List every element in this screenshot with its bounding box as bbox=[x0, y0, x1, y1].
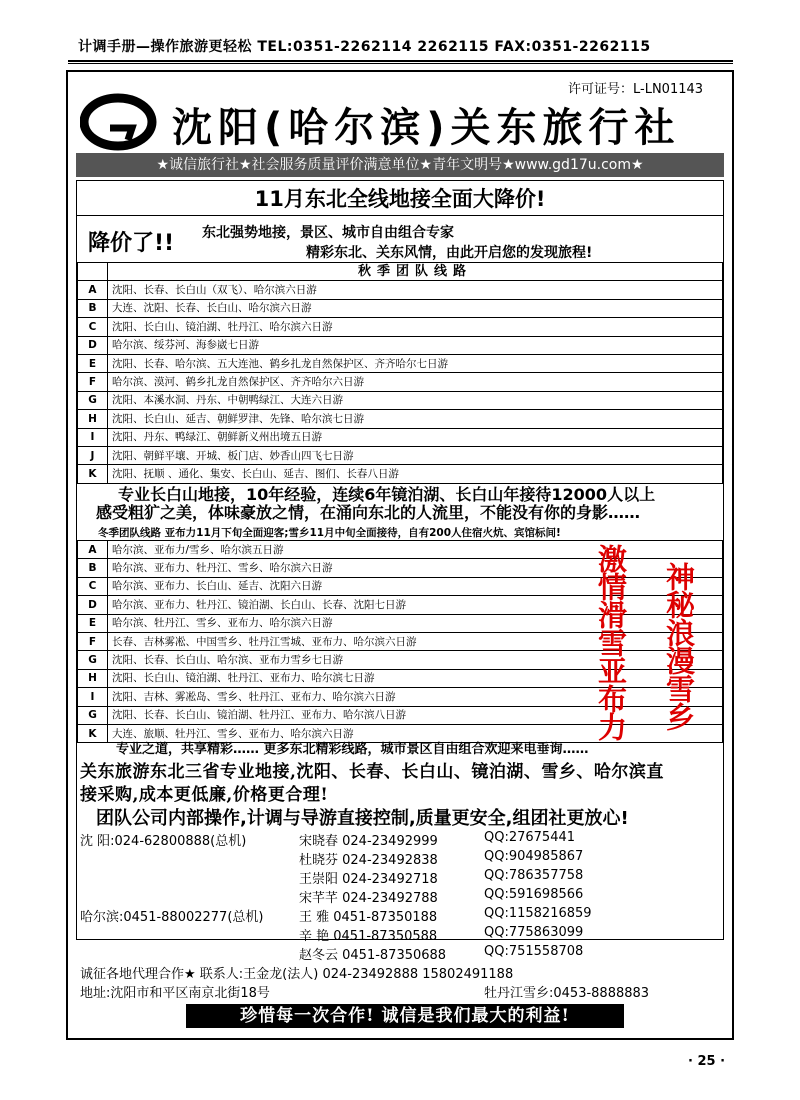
vertical-slogan-ski: 激情滑雪亚布力 bbox=[594, 544, 628, 740]
header-rule bbox=[68, 60, 733, 64]
experience-line-2: 感受粗犷之美，体味豪放之情，在涌向东北的人流里，不能没有你的身影…… bbox=[96, 503, 641, 522]
promo-line-1: 东北强势地接，景区、城市自由组合专家 bbox=[202, 225, 454, 241]
route-name: 沈阳、抚顺 、通化、集安、长白山、延吉、图们、长春八日游 bbox=[108, 465, 723, 483]
company-name: 沈阳(哈尔滨)关东旅行社 bbox=[172, 105, 681, 151]
table-row bbox=[78, 391, 723, 409]
route-code: A bbox=[78, 281, 108, 299]
route-name: 沈阳、长白山、延吉、朝鲜罗津、先锋、哈尔滨七日游 bbox=[108, 410, 723, 428]
route-code: C bbox=[78, 318, 108, 336]
contact-qq: QQ:751558708 bbox=[484, 944, 584, 959]
intro-line-2: 接采购,成本更低廉,价格更合理! bbox=[80, 785, 329, 805]
company-address: 地址:沈阳市和平区南京北街18号 bbox=[80, 986, 270, 1001]
slogan-bar: ★诚信旅行社★社会服务质量评价满意单位★青年文明号★www.gd17u.com★ bbox=[76, 153, 724, 177]
contact-person: 辛 艳 0451-87350588 bbox=[299, 929, 438, 944]
route-name: 哈尔滨、亚布力/雪乡、哈尔滨五日游 bbox=[108, 541, 723, 559]
route-code: C bbox=[78, 577, 108, 595]
autumn-route-table bbox=[77, 262, 723, 484]
contact-person: 王崇阳 024-23492718 bbox=[299, 872, 438, 887]
table-title-row bbox=[78, 263, 723, 281]
contact-qq: QQ:27675441 bbox=[484, 830, 576, 845]
contact-qq: QQ:786357758 bbox=[484, 868, 584, 883]
specialty-line: 专业之道，共享精彩…… 更多东北精彩线路，城市景区自由组合欢迎来电垂询…… bbox=[116, 742, 589, 757]
route-code: I bbox=[78, 428, 108, 446]
route-code: F bbox=[78, 632, 108, 650]
route-name: 沈阳、吉林、雾凇岛、雪乡、牡丹江、亚布力、哈尔滨六日游 bbox=[108, 688, 723, 706]
winter-note: 冬季团队线路 亚布力11月下旬全面迎客;雪乡11月中旬全面接待，自有200人住宿火炕、宾馆标间! bbox=[98, 527, 561, 539]
route-code: I bbox=[78, 688, 108, 706]
route-code: F bbox=[78, 373, 108, 391]
route-name: 沈阳、长春、长白山（双飞）、哈尔滨六日游 bbox=[108, 281, 723, 299]
contact-person: 宋晓春 024-23492999 bbox=[299, 834, 438, 849]
route-name: 哈尔滨、漠河、鹤乡扎龙自然保护区、齐齐哈尔六日游 bbox=[108, 373, 723, 391]
vertical-slogan-snow-village: 神秘浪漫雪乡 bbox=[662, 562, 696, 730]
route-name: 沈阳、长春、长白山、镜泊湖、牡丹江、亚布力、哈尔滨八日游 bbox=[108, 706, 723, 724]
table-row bbox=[78, 336, 723, 354]
route-name: 沈阳、长春、长白山、哈尔滨、亚布力雪乡七日游 bbox=[108, 651, 723, 669]
route-code: H bbox=[78, 669, 108, 687]
route-name: 沈阳、朝鲜平壤、开城、板门店、妙香山四飞七日游 bbox=[108, 446, 723, 464]
table-corner-cell bbox=[78, 263, 108, 281]
route-code: H bbox=[78, 410, 108, 428]
agent-recruitment: 诚征各地代理合作★ 联系人:王金龙(法人) 024-23492888 15802491188 bbox=[80, 967, 514, 982]
intro-line-1: 关东旅游东北三省专业地接,沈阳、长春、长白山、镜泊湖、雪乡、哈尔滨直 bbox=[80, 762, 664, 782]
route-name: 沈阳、丹东、鸭绿江、朝鲜新义州出境五日游 bbox=[108, 428, 723, 446]
route-name: 沈阳、长白山、镜泊湖、牡丹江、哈尔滨六日游 bbox=[108, 318, 723, 336]
experience-line-1: 专业长白山地接，10年经验，连续6年镜泊湖、长白山年接待12000人以上 bbox=[118, 485, 656, 504]
route-code: G bbox=[78, 706, 108, 724]
page-header: 计调手册—操作旅游更轻松 TEL:0351-2262114 2262115 FAX:0351-2262115 bbox=[78, 39, 651, 55]
route-name: 哈尔滨、亚布力、长白山、延吉、沈阳六日游 bbox=[108, 577, 723, 595]
contact-person: 王 雅 0451-87350188 bbox=[299, 910, 438, 925]
table-row bbox=[78, 299, 723, 317]
route-name: 大连、沈阳、长春、长白山、哈尔滨六日游 bbox=[108, 299, 723, 317]
promo-line-2: 精彩东北、关东风情，由此开启您的发现旅程! bbox=[306, 245, 593, 261]
harbin-office: 哈尔滨:0451-88002277(总机) bbox=[80, 910, 264, 925]
contact-person: 宋芊芊 024-23492788 bbox=[299, 891, 438, 906]
route-code: E bbox=[78, 354, 108, 372]
headline-rule bbox=[77, 215, 723, 216]
route-code: A bbox=[78, 541, 108, 559]
contact-qq: QQ:1158216859 bbox=[484, 906, 592, 921]
route-name: 哈尔滨、牡丹江、雪乡、亚布力、哈尔滨六日游 bbox=[108, 614, 723, 632]
route-code: G bbox=[78, 391, 108, 409]
footer-slogan-bar: 珍惜每一次合作! 诚信是我们最大的利益! bbox=[186, 1004, 624, 1028]
contact-person: 赵冬云 0451-87350688 bbox=[299, 948, 447, 963]
promo-headline: 11月东北全线地接全面大降价! bbox=[254, 187, 546, 211]
route-name: 沈阳、本溪水洞、丹东、中朝鸭绿江、大连六日游 bbox=[108, 391, 723, 409]
shenyang-office: 沈 阳:024-62800888(总机) bbox=[80, 834, 247, 849]
route-name: 长春、吉林雾凇、中国雪乡、牡丹江雪城、亚布力、哈尔滨六日游 bbox=[108, 632, 723, 650]
route-name: 大连、旅顺、牡丹江、雪乡、亚布力、哈尔滨六日游 bbox=[108, 724, 723, 742]
route-code: D bbox=[78, 596, 108, 614]
mudanjiang-contact: 牡丹江雪乡:0453-8888883 bbox=[484, 986, 650, 1001]
table-row bbox=[78, 354, 723, 372]
route-name: 哈尔滨、亚布力、牡丹江、镜泊湖、长白山、长春、沈阳七日游 bbox=[108, 596, 723, 614]
contact-qq: QQ:904985867 bbox=[484, 849, 584, 864]
table-row bbox=[78, 281, 723, 299]
price-cut-stamp: 降价了!! bbox=[88, 231, 175, 256]
table-row bbox=[78, 465, 723, 483]
route-name: 沈阳、长春、哈尔滨、五大连池、鹤乡扎龙自然保护区、齐齐哈尔七日游 bbox=[108, 354, 723, 372]
table-row bbox=[78, 318, 723, 336]
route-code: B bbox=[78, 559, 108, 577]
team-headline: 团队公司内部操作,计调与导游直接控制,质量更安全,组团社更放心! bbox=[96, 808, 629, 829]
contact-qq: QQ:775863099 bbox=[484, 925, 584, 940]
table-row bbox=[78, 373, 723, 391]
contact-person: 杜晓芬 024-23492838 bbox=[299, 853, 438, 868]
license-number: 许可证号：L-LN01143 bbox=[568, 82, 704, 97]
page-number: · 25 · bbox=[688, 1054, 726, 1069]
table-row bbox=[78, 428, 723, 446]
route-code: K bbox=[78, 724, 108, 742]
autumn-table-title: 秋季团队线路 bbox=[108, 263, 723, 281]
route-code: G bbox=[78, 651, 108, 669]
route-name: 沈阳、长白山、镜泊湖、牡丹江、亚布力、哈尔滨七日游 bbox=[108, 669, 723, 687]
route-name: 哈尔滨、亚布力、牡丹江、雪乡、哈尔滨六日游 bbox=[108, 559, 723, 577]
route-name: 哈尔滨、绥芬河、海参崴七日游 bbox=[108, 336, 723, 354]
table-row bbox=[78, 410, 723, 428]
route-code: B bbox=[78, 299, 108, 317]
route-code: E bbox=[78, 614, 108, 632]
route-code: K bbox=[78, 465, 108, 483]
route-code: D bbox=[78, 336, 108, 354]
contact-qq: QQ:591698566 bbox=[484, 887, 584, 902]
company-logo-icon bbox=[80, 92, 158, 152]
route-code: J bbox=[78, 446, 108, 464]
table-row bbox=[78, 446, 723, 464]
